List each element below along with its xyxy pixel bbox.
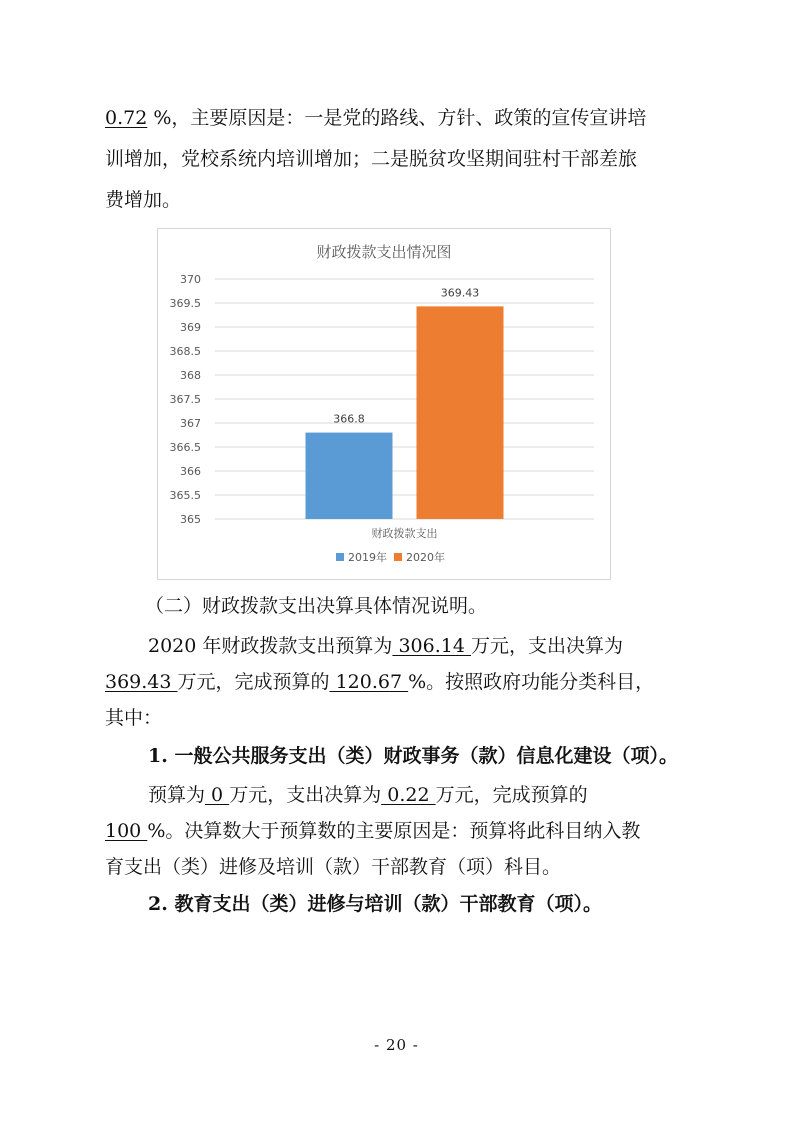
legend-label: 2020年 (406, 551, 445, 564)
y-tick-label: 365.5 (169, 489, 201, 502)
y-tick-label: 368 (180, 369, 201, 382)
para2-line1-text-b: 万元，支出决算为 (470, 635, 623, 657)
legend-swatch (394, 553, 402, 561)
bar-data-label: 369.43 (440, 286, 480, 300)
chart-title: 财政拨款支出情况图 (316, 243, 452, 261)
item1-line2 (105, 813, 690, 849)
page-number: - 20 - (374, 1036, 419, 1054)
section2-heading: （二）财政拨款支出决算具体情况说明。 (145, 595, 488, 617)
para2-line1 (148, 628, 733, 664)
item1-line3: 育支出（类）进修及培训（款）干部教育（项）科目。 (105, 856, 562, 878)
para1-value-underlined: 0.72 (105, 107, 148, 129)
item1-line1-text-b: 万元，支出决算为 (229, 784, 382, 806)
bar-2019年 (306, 433, 393, 519)
item1-line2-text: %。决算数大于预算数的主要原因是：预算将此科目纳入教 (147, 820, 641, 842)
item1-final-value: 0.22 (381, 784, 436, 806)
y-tick-label: 366.5 (169, 441, 201, 454)
y-tick-label: 365 (180, 513, 201, 526)
item1-line1-text-c: 万元，完成预算的 (435, 784, 588, 806)
item1-line1-text-a: 预算为 (148, 784, 206, 806)
y-tick-label: 369 (180, 321, 201, 334)
item1-line1 (148, 777, 733, 813)
chart-svg (158, 229, 610, 579)
para1-line3: 费增加。 (105, 189, 182, 211)
para1-line1-text: %，主要原因是：一是党的路线、方针、政策的宣传宣讲培 (147, 107, 647, 129)
para1-line2: 训增加，党校系统内培训增加；二是脱贫攻坚期间驻村干部差旅 (105, 148, 638, 170)
bar-data-label: 366.8 (333, 412, 365, 426)
y-tick-label: 367 (180, 417, 201, 430)
completion-rate-value: 120.67 (329, 671, 409, 693)
item1-heading: 1. 一般公共服务支出（类）财政事务（款）信息化建设（项）。 (148, 745, 678, 767)
para2-line3: 其中： (105, 707, 163, 729)
x-category-label: 财政拨款支出 (371, 527, 438, 540)
para2-line2 (105, 664, 690, 700)
para1-line1 (105, 100, 690, 136)
item1-rate-value: 100 (105, 820, 148, 842)
para2-line2-text-b: %。按照政府功能分类科目， (408, 671, 655, 693)
y-tick-label: 368.5 (169, 345, 201, 358)
item1-budget-value: 0 (205, 784, 230, 806)
item2-heading: 2. 教育支出（类）进修与培训（款）干部教育（项）。 (148, 893, 602, 915)
para2-line1-text-a: 2020 年财政拨款支出预算为 (148, 635, 393, 657)
para2-line2-text-a: 万元，完成预算的 (177, 671, 330, 693)
expenditure-bar-chart (157, 228, 611, 580)
final-account-value: 369.43 (105, 671, 178, 693)
y-tick-label: 369.5 (169, 297, 201, 310)
legend-swatch (336, 553, 344, 561)
bar-2020年 (417, 306, 504, 519)
y-tick-label: 367.5 (169, 393, 201, 406)
budget-value: 306.14 (392, 635, 471, 657)
y-tick-label: 370 (180, 273, 201, 286)
legend-label: 2019年 (348, 551, 387, 564)
y-tick-label: 366 (180, 465, 201, 478)
